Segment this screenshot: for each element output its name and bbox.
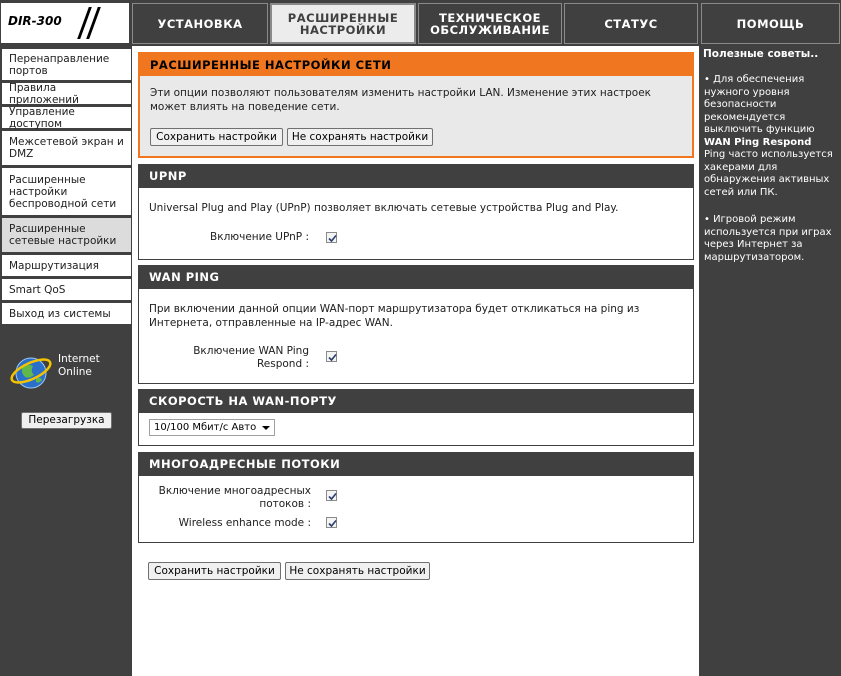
multicast-enable-label: Включение многоадресных потоков : [158, 485, 311, 510]
tab-maintenance[interactable] [418, 3, 562, 44]
checkmark-icon [327, 352, 338, 363]
tab-help[interactable] [701, 3, 840, 44]
help-panel [701, 46, 841, 676]
help-title: Полезные советы.. [703, 48, 819, 60]
model-name: DIR-300 [8, 14, 62, 28]
tab-advanced-label: РАСШИРЕННЫЕ НАСТРОЙКИ [287, 10, 399, 37]
tab-setup-label: УСТАНОВКА [157, 16, 243, 31]
section-title: РАСШИРЕННЫЕ НАСТРОЙКИ СЕТИ [140, 54, 692, 76]
tab-advanced[interactable] [270, 3, 416, 44]
wan-speed-select[interactable]: 10/100 Мбит/с Авто [149, 419, 275, 436]
sidebar-item-app-rules[interactable]: Правила приложений [2, 83, 131, 104]
sidebar-item-port-forwarding[interactable]: Перенаправление портов [2, 49, 131, 80]
help-tip-gaming: • Игровой режим используется при играх через Интернет за маршрутизатором. [704, 214, 832, 263]
help-tip-wan-ping: • Для обеспечения нужного уровня безопасности рекомендуется выключить функцию WAN Ping Respond Ping часто используется хакерами для обнаружения активных сетей или ПК. [704, 74, 833, 198]
multicast-enable-checkbox[interactable] [326, 490, 337, 501]
section-title: СКОРОСТЬ НА WAN-ПОРТУ [139, 390, 693, 413]
section-title: WAN PING [139, 266, 693, 289]
main-content [132, 46, 699, 676]
upnp-enable-label: Включение UPnP : [210, 231, 309, 243]
upnp-description: Universal Plug and Play (UPnP) позволяет включать сетевые устройства Plug and Play. [149, 202, 619, 214]
sidebar-item-advanced-network[interactable]: Расширенные сетевые настройки [2, 218, 131, 252]
wan-ping-description: При включении данной опции WAN-порт маршрутизатора будет откликаться на ping из Интернета, отправленные на IP-адрес WAN. [149, 303, 640, 329]
dont-save-settings-button-bottom[interactable]: Не сохранять настройки [285, 562, 430, 580]
intro-description: Эти опции позволяют пользователям изменить настройки LAN. Изменение этих настроек может влиять на поведение сети. [150, 87, 652, 113]
save-settings-button[interactable]: Сохранить настройки [150, 128, 283, 146]
wan-speed-section [138, 389, 694, 446]
upnp-enable-checkbox[interactable] [326, 232, 337, 243]
top-navigation-bar [0, 0, 841, 46]
tab-help-label: ПОМОЩЬ [736, 16, 805, 31]
sidebar [1, 46, 131, 676]
dlink-logo [1, 3, 129, 43]
reboot-button[interactable]: Перезагрузка [21, 412, 112, 429]
checkmark-icon [327, 518, 338, 529]
dont-save-settings-button[interactable]: Не сохранять настройки [287, 128, 433, 146]
sidebar-item-logout[interactable]: Выход из системы [2, 303, 131, 324]
tab-maintenance-label: ТЕХНИЧЕСКОЕ ОБСЛУЖИВАНИЕ [430, 10, 550, 37]
wireless-enhance-label: Wireless enhance mode : [178, 517, 311, 529]
wireless-enhance-checkbox[interactable] [326, 517, 337, 528]
tab-status-label: СТАТУС [604, 16, 658, 31]
sidebar-item-access-control[interactable]: Управление доступом [2, 107, 131, 128]
tab-setup[interactable] [132, 3, 268, 44]
internet-globe-icon [9, 351, 53, 391]
wan-ping-section [138, 265, 694, 384]
multicast-section [138, 452, 694, 543]
sidebar-item-advanced-wireless[interactable]: Расширенные настройки беспроводной сети [2, 168, 131, 215]
internet-status: Internet Online [58, 353, 100, 378]
sidebar-item-firewall-dmz[interactable]: Межсетевой экран и DMZ [2, 131, 131, 165]
sidebar-item-smart-qos[interactable]: Smart QoS [2, 279, 131, 300]
tab-status[interactable] [564, 3, 698, 44]
wan-ping-enable-checkbox[interactable] [326, 351, 337, 362]
section-title: МНОГОАДРЕСНЫЕ ПОТОКИ [139, 453, 693, 476]
wan-ping-enable-label: Включение WAN Ping Respond : [193, 345, 309, 370]
checkmark-icon [327, 233, 338, 244]
chevron-down-icon [262, 426, 270, 430]
checkmark-icon [327, 491, 338, 502]
sidebar-item-routing[interactable]: Маршрутизация [2, 255, 131, 276]
save-settings-button-bottom[interactable]: Сохранить настройки [148, 562, 281, 580]
section-title: UPNP [139, 165, 693, 188]
upnp-section [138, 164, 694, 260]
intro-section [138, 52, 694, 158]
